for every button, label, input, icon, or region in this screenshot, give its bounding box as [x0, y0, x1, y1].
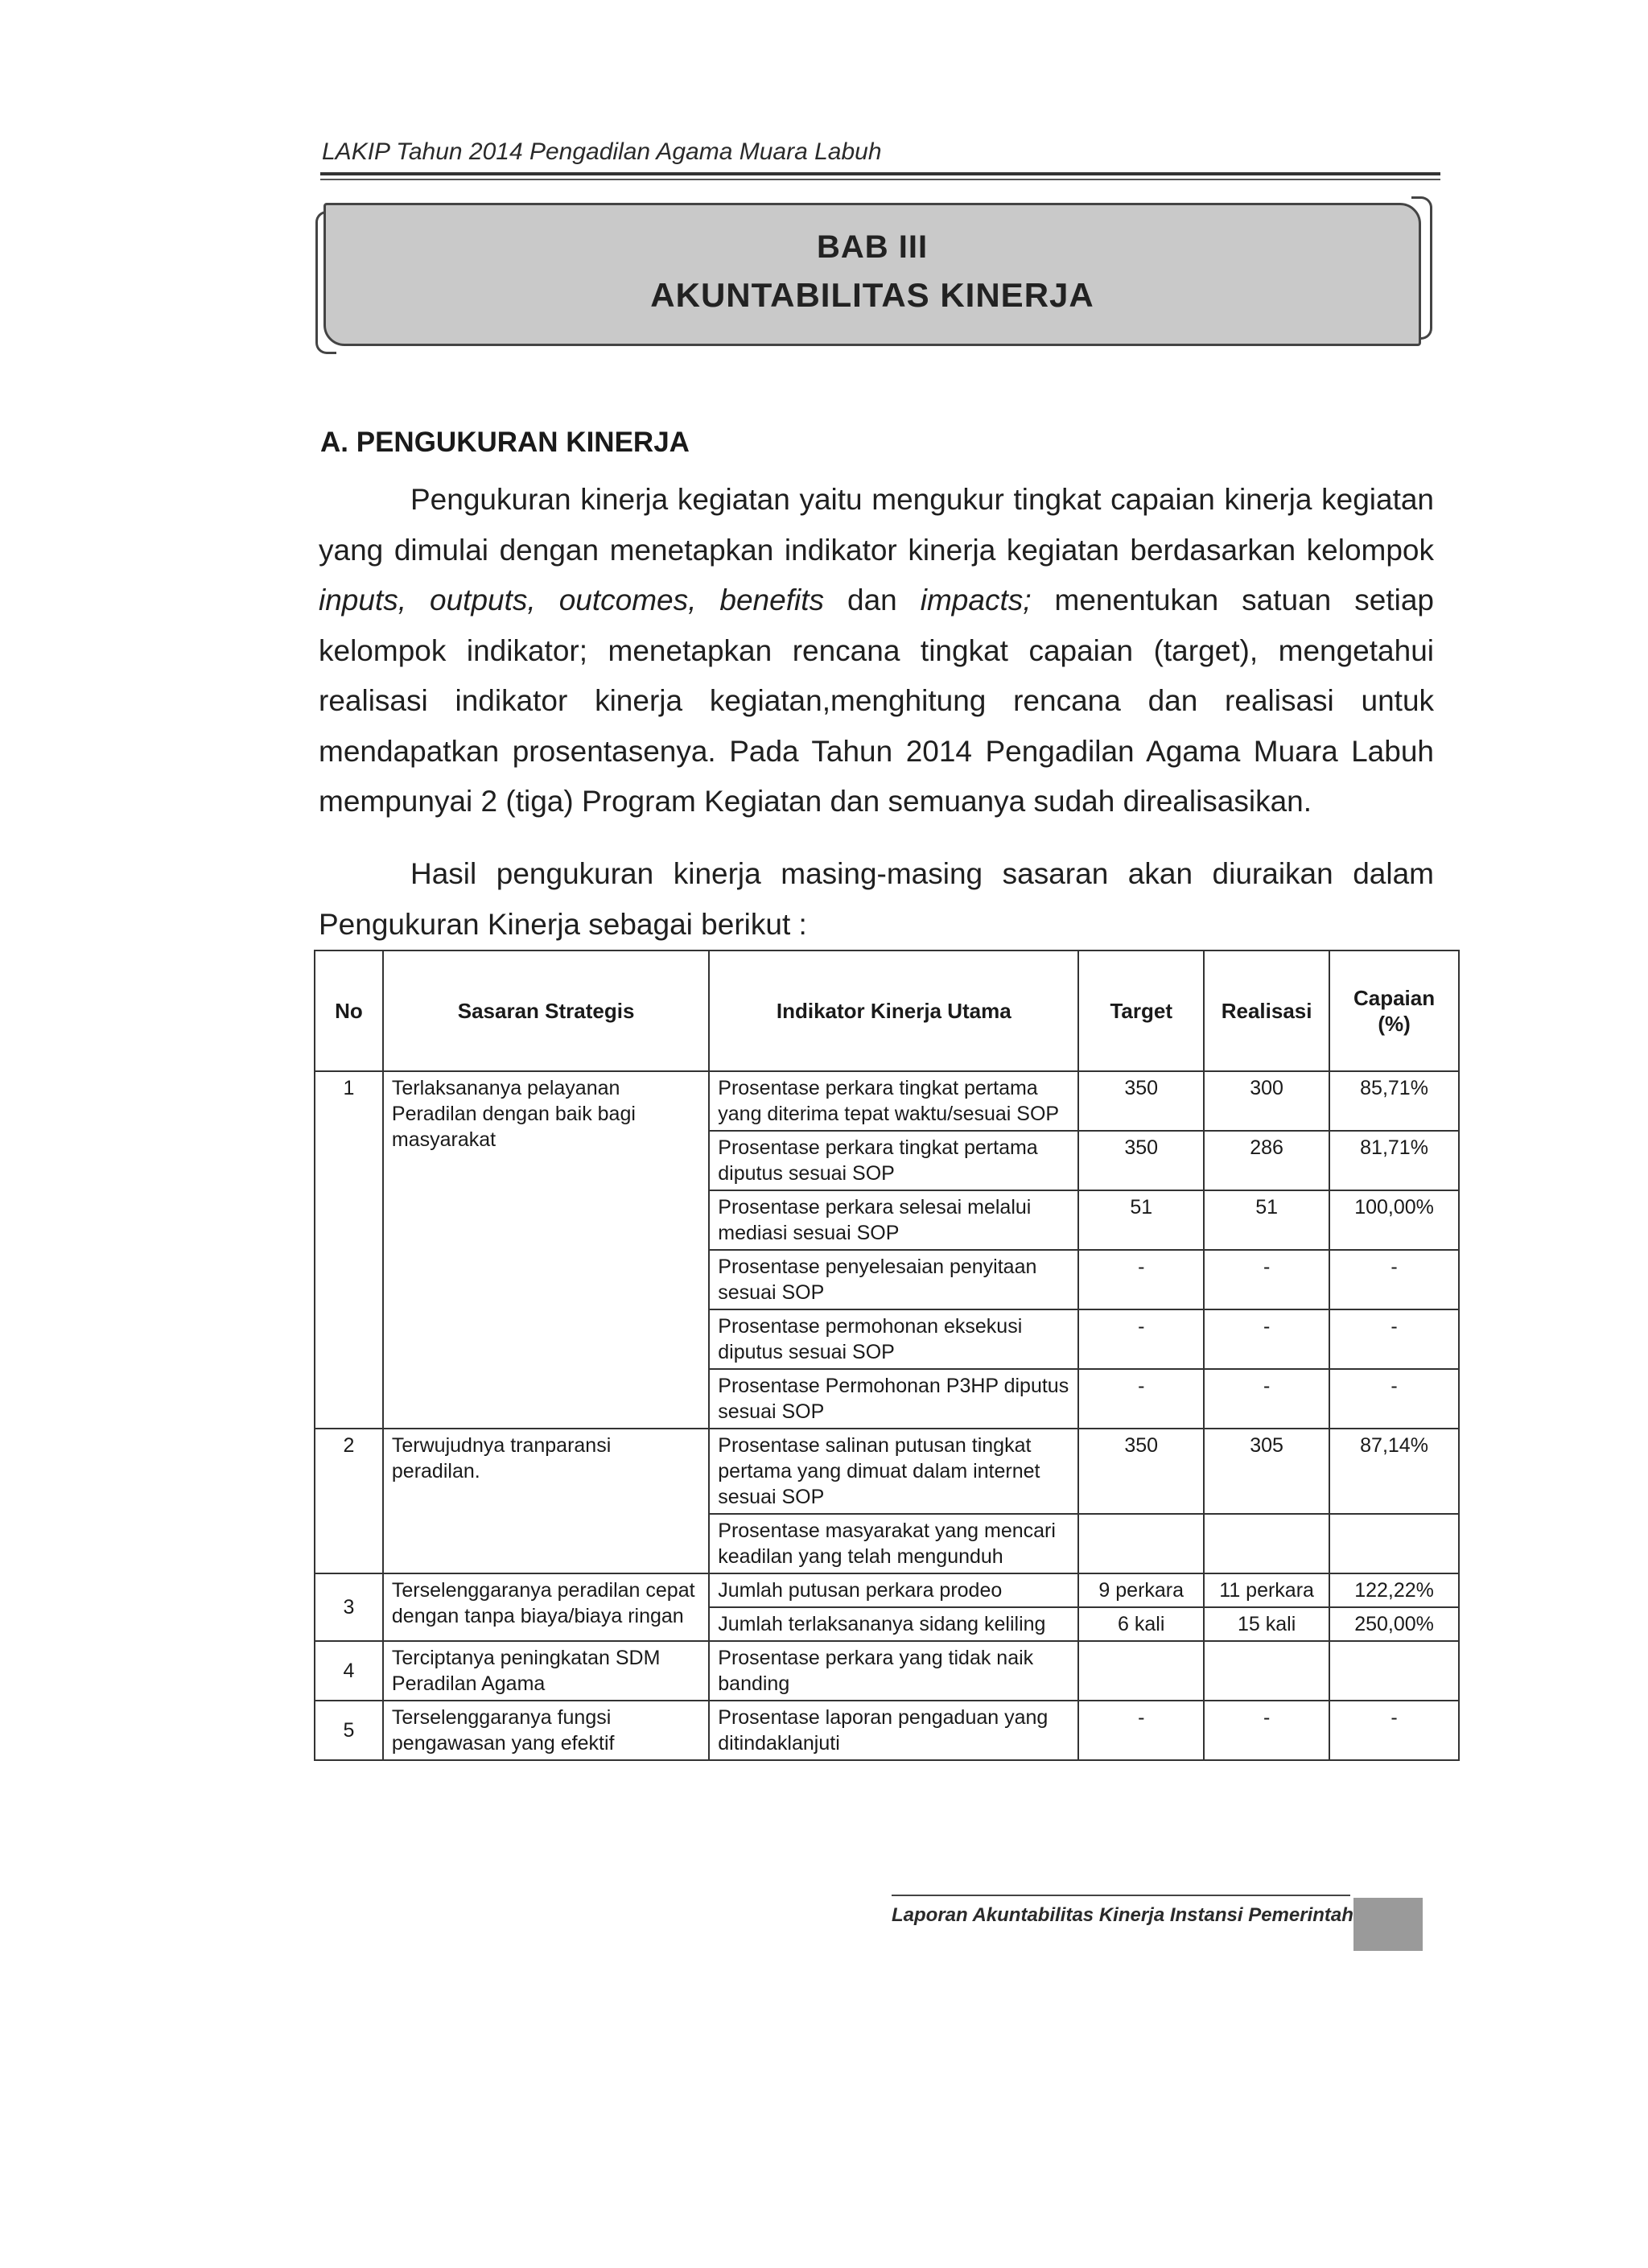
cell-capaian: -	[1329, 1701, 1459, 1760]
cell-capaian: -	[1329, 1309, 1459, 1369]
cell-capaian	[1329, 1641, 1459, 1701]
col-header-no: No	[315, 950, 383, 1071]
cell-no: 5	[315, 1701, 383, 1760]
table-row	[315, 1641, 1459, 1701]
cell-target	[1078, 1641, 1204, 1701]
cell-target: 51	[1078, 1190, 1204, 1250]
cell-no: 2	[315, 1429, 383, 1573]
cell-indikator: Prosentase penyelesaian penyitaan sesuai SOP	[709, 1250, 1078, 1309]
cell-sasaran: Terciptanya peningkatan SDM Peradilan Agama	[383, 1641, 709, 1701]
cell-target: 350	[1078, 1429, 1204, 1514]
footer-decoration	[1353, 1898, 1423, 1951]
cell-capaian: 85,71%	[1329, 1071, 1459, 1131]
cell-realisasi: 51	[1204, 1190, 1329, 1250]
cell-capaian: -	[1329, 1250, 1459, 1309]
section-heading: A. PENGUKURAN KINERJA	[320, 427, 690, 458]
cell-capaian: 250,00%	[1329, 1607, 1459, 1641]
col-header-capaian: Capaian (%)	[1329, 950, 1459, 1071]
cell-realisasi: -	[1204, 1369, 1329, 1429]
cell-indikator: Prosentase salinan putusan tingkat pertama yang dimuat dalam internet sesuai SOP	[709, 1429, 1078, 1514]
cell-indikator: Prosentase masyarakat yang mencari keadilan yang telah mengunduh	[709, 1514, 1078, 1573]
cell-target	[1078, 1514, 1204, 1573]
cell-capaian	[1329, 1514, 1459, 1573]
cell-realisasi: 300	[1204, 1071, 1329, 1131]
col-header-sasaran: Sasaran Strategis	[383, 950, 709, 1071]
cell-realisasi: -	[1204, 1309, 1329, 1369]
body-paragraph-2: Hasil pengukuran kinerja masing-masing sasaran akan diuraikan dalam Pengukuran Kinerja sebagai berikut :	[319, 857, 1434, 941]
cell-capaian: 81,71%	[1329, 1131, 1459, 1190]
body-paragraph-1: Pengukuran kinerja kegiatan yaitu mengukur tingkat capaian kinerja kegiatan yang dimulai dengan menetapkan indikator kinerja kegiatan berdasarkan kelompok inputs, outputs, outcomes, benefits dan impacts; menentukan satuan setiap kelompok indikator; menetapkan rencana tingkat capaian (target), mengetahui realisasi indikator kinerja kegiatan,menghitung rencana dan realisasi untuk mendapatkan prosentasenya. Pada Tahun 2014 Pengadilan Agama Muara Labuh mempunyai 2 (tiga) Program Kegiatan dan semuanya sudah direalisasikan.	[319, 483, 1435, 818]
cell-target: -	[1078, 1701, 1204, 1760]
cell-indikator: Prosentase Permohonan P3HP diputus sesuai SOP	[709, 1369, 1078, 1429]
col-header-realisasi: Realisasi	[1204, 950, 1329, 1071]
cell-indikator: Prosentase perkara tingkat pertama yang diterima tepat waktu/sesuai SOP	[709, 1071, 1078, 1131]
cell-target: 6 kali	[1078, 1607, 1204, 1641]
cell-capaian: 122,22%	[1329, 1573, 1459, 1607]
table-row	[315, 1071, 1459, 1131]
cell-realisasi	[1204, 1641, 1329, 1701]
cell-indikator: Jumlah putusan perkara prodeo	[709, 1573, 1078, 1607]
cell-realisasi: 15 kali	[1204, 1607, 1329, 1641]
header-rule	[320, 172, 1440, 175]
cell-no: 1	[315, 1071, 383, 1429]
cell-realisasi: -	[1204, 1250, 1329, 1309]
cell-target: -	[1078, 1309, 1204, 1369]
cell-realisasi: 286	[1204, 1131, 1329, 1190]
running-header: LAKIP Tahun 2014 Pengadilan Agama Muara Labuh	[322, 138, 882, 165]
footer-text: Laporan Akuntabilitas Kinerja Instansi Pemerintah	[892, 1904, 1353, 1926]
cell-indikator: Prosentase permohonan eksekusi diputus sesuai SOP	[709, 1309, 1078, 1369]
cell-sasaran: Terselenggaranya peradilan cepat dengan tanpa biaya/biaya ringan	[383, 1573, 709, 1641]
cell-target: 9 perkara	[1078, 1573, 1204, 1607]
cell-no: 3	[315, 1573, 383, 1641]
table-row	[315, 1701, 1459, 1760]
cell-realisasi: 11 perkara	[1204, 1573, 1329, 1607]
chapter-number: BAB III	[816, 229, 929, 265]
performance-table	[314, 950, 1460, 1761]
table-row	[315, 1573, 1459, 1607]
header-rule-thin	[320, 179, 1440, 180]
cell-indikator: Jumlah terlaksananya sidang keliling	[709, 1607, 1078, 1641]
cell-capaian: 87,14%	[1329, 1429, 1459, 1514]
cell-target: -	[1078, 1369, 1204, 1429]
cell-no: 4	[315, 1641, 383, 1701]
table-header-row	[315, 950, 1459, 1071]
cell-indikator: Prosentase perkara selesai melalui mediasi sesuai SOP	[709, 1190, 1078, 1250]
cell-realisasi	[1204, 1514, 1329, 1573]
cell-realisasi: -	[1204, 1701, 1329, 1760]
col-header-target: Target	[1078, 950, 1204, 1071]
cell-target: 350	[1078, 1131, 1204, 1190]
chapter-title: AKUNTABILITAS KINERJA	[650, 276, 1094, 314]
cell-sasaran: Terwujudnya tranparansi peradilan.	[383, 1429, 709, 1573]
cell-indikator: Prosentase perkara tingkat pertama diputus sesuai SOP	[709, 1131, 1078, 1190]
cell-target: -	[1078, 1250, 1204, 1309]
col-header-indikator: Indikator Kinerja Utama	[709, 950, 1078, 1071]
cell-sasaran: Terlaksananya pelayanan Peradilan dengan baik bagi masyarakat	[383, 1071, 709, 1429]
footer-rule	[892, 1895, 1350, 1896]
chapter-banner	[323, 203, 1421, 346]
cell-capaian: 100,00%	[1329, 1190, 1459, 1250]
cell-target: 350	[1078, 1071, 1204, 1131]
cell-capaian: -	[1329, 1369, 1459, 1429]
cell-sasaran: Terselenggaranya fungsi pengawasan yang efektif	[383, 1701, 709, 1760]
cell-realisasi: 305	[1204, 1429, 1329, 1514]
table-row	[315, 1429, 1459, 1514]
cell-indikator: Prosentase laporan pengaduan yang ditindaklanjuti	[709, 1701, 1078, 1760]
cell-indikator: Prosentase perkara yang tidak naik banding	[709, 1641, 1078, 1701]
